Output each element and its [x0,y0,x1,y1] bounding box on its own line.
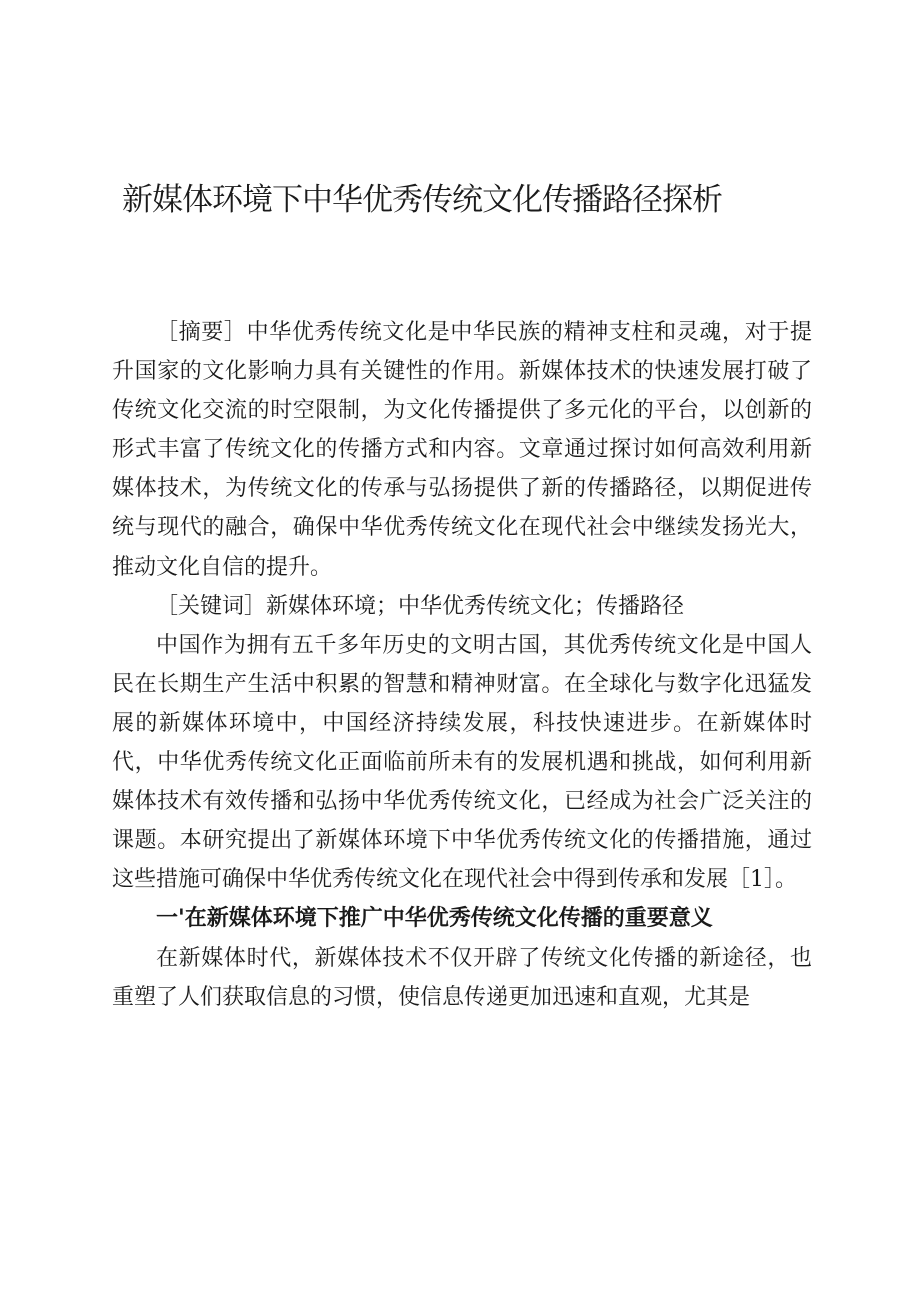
abstract-paragraph: ［摘要］中华优秀传统文化是中华民族的精神支柱和灵魂，对于提升国家的文化影响力具有关键性的作用。新媒体技术的快速发展打破了传统文化交流的时空限制，为文化传播提供了多元化的平台，以创新的形式丰富了传统文化的传播方式和内容。文章通过探讨如何高效利用新媒体技术，为传统文化的传承与弘扬提供了新的传播路径，以期促进传统与现代的融合，确保中华优秀传统文化在现代社会中继续发扬光大，推动文化自信的提升。 [112,320,812,580]
section-heading: 一'在新媒体环境下推广中华优秀传统文化传播的重要意义 [156,905,713,932]
document-title: 新媒体环境下中华优秀传统文化传播路径探析 [122,182,722,218]
document-body [112,313,812,1017]
section-paragraph: 在新媒体时代，新媒体技术不仅开辟了传统文化传播的新途径，也重塑了人们获取信息的习惯，使信息传递更加迅速和直观，尤其是 [112,945,812,1010]
keywords-paragraph: ［关键词］新媒体环境；中华优秀传统文化；传播路径 [156,593,685,619]
intro-paragraph: 中国作为拥有五千多年历史的文明古国，其优秀传统文化是中国人民在长期生产生活中积累的智慧和精神财富。在全球化与数字化迅猛发展的新媒体环境中，中国经济持续发展，科技快速进步。在新媒体时代，中华优秀传统文化正面临前所未有的发展机遇和挑战，如何利用新媒体技术有效传播和弘扬中华优秀传统文化，已经成为社会广泛关注的课题。本研究提出了新媒体环境下中华优秀传统文化的传播措施，通过这些措施可确保中华优秀传统文化在现代社会中得到传承和发展［1］。 [112,632,812,893]
